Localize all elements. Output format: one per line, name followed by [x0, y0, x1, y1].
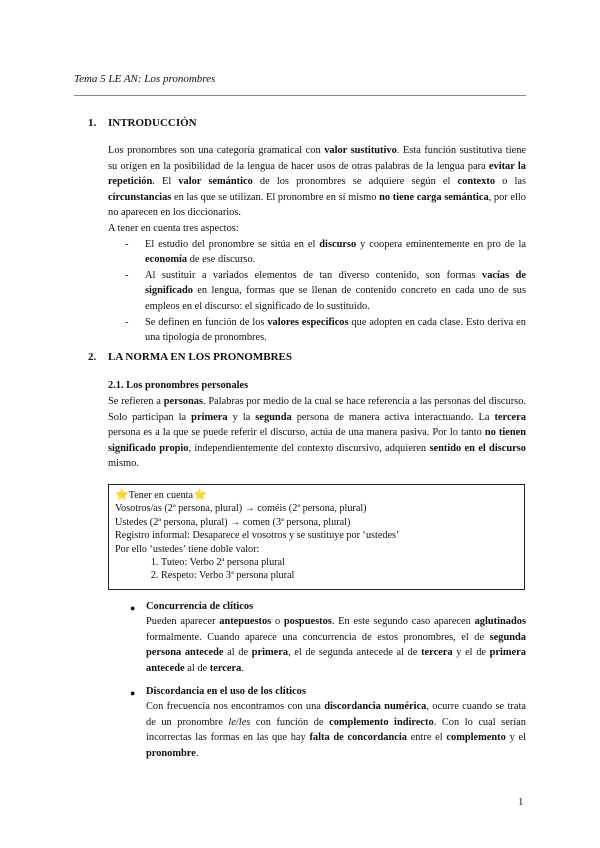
aspect-item [108, 315, 526, 346]
text-run: Al sustituir a variados elementos de tan diverso contenido, son formas [145, 269, 482, 281]
bullet-text [146, 699, 526, 761]
text-run: o las [495, 176, 527, 188]
bold-run: falta de concordancia [309, 732, 407, 744]
text-run: y la [227, 411, 256, 423]
text-run: de los pronombres se adquiere según el [252, 176, 458, 188]
section-2-heading [88, 351, 292, 363]
text-run: en las que se utilizan. El pronombre en sí mismo [171, 191, 380, 203]
text-run: con función de [250, 716, 330, 728]
bold-run: discordancia numérica [324, 701, 427, 712]
text-run: entre el [406, 732, 447, 744]
header-rule [74, 95, 526, 96]
section-1-body [108, 143, 526, 346]
bold-run: valor sustitutivo [324, 145, 397, 156]
bold-run: primera [251, 647, 289, 659]
bold-run: complemento [446, 732, 506, 744]
bold-run: tercera [494, 411, 526, 423]
bold-run: aglutinados [474, 616, 526, 627]
note-line: Por ello ‘ustedes’ tiene doble valor: [115, 543, 260, 555]
dash-mark: - [125, 269, 129, 281]
bold-run: personas [163, 396, 203, 407]
bullet-title: Discordancia en el uso de los clíticos [146, 686, 306, 697]
intro-paragraph [108, 143, 526, 221]
text-run: persona es a la que se puede referir el discurso, actúa de una manera pasiva. Por lo tanto [108, 427, 485, 439]
star-icon: ⭐ [115, 489, 129, 501]
bold-run: no tienen significado propio [108, 427, 526, 454]
note-list [115, 556, 524, 583]
text-run: y coopera eminentemente en pro de la [356, 238, 526, 250]
dash-mark: - [125, 316, 129, 328]
bold-run: primera antecede [146, 647, 526, 674]
text-run: Con frecuencia nos encontramos con una [146, 701, 325, 712]
text-run: en lengua, formas que se llenan de contenido concreto en cada uno de sus empleos en el discurso: el significado de lo sustituido. [145, 285, 526, 312]
bullet-body [146, 699, 526, 761]
text-run: de ese discurso. [187, 254, 256, 266]
text-run: formalmente. Cuando aparece una concurrencia de estos pronombres, el de [146, 631, 490, 643]
text-run: . [241, 662, 244, 674]
text-run: Se definen en función de los [145, 316, 268, 328]
text-run: . En este segundo caso aparecen [331, 616, 475, 627]
bold-run: discurso [319, 238, 357, 250]
text-run: Se refieren a [108, 396, 164, 407]
text-run: o [271, 616, 284, 627]
bold-run: primera [191, 411, 228, 423]
bold-run: circunstancias [108, 191, 172, 203]
text-run: . El [152, 176, 179, 188]
aspect-text [145, 270, 526, 312]
bullet-icon: ● [130, 688, 136, 698]
section-2-body [108, 394, 526, 472]
section-2-title: LA NORMA EN LOS PRONOMBRES [108, 351, 292, 363]
section-1-heading [88, 117, 197, 129]
bold-run: pronombre [146, 747, 196, 759]
italic-run: le/les [228, 716, 251, 728]
text-run: Pueden aparecer [146, 616, 220, 627]
text-run: persona de manera activa interactuando. La [291, 411, 495, 423]
star-icon: ⭐ [193, 489, 207, 501]
bold-run: valores específicos [267, 316, 349, 328]
text-run: que adopten en cada clase. Esto deriva en una tipología de pronombres. [145, 316, 526, 344]
aspect-item [108, 237, 526, 268]
bold-run: no tiene carga semántica [379, 191, 489, 203]
text-run: y el [505, 732, 526, 744]
bold-run: segunda persona antecede [146, 631, 526, 659]
bullet-title: Concurrencia de clíticos [146, 601, 254, 612]
page-header: Tema 5 LE AN: Los pronombres [74, 73, 216, 85]
bold-run: antepuestos [219, 616, 272, 627]
text-run: . Esta función sustitutiva tiene su origen en la posibilidad de la lengua de hacer usos de otras palabras de la lengua para [108, 145, 526, 172]
subsection-title: 2.1. Los pronombres personales [108, 380, 249, 391]
note-list-item: 1. Tuteo: Verbo 2ª persona plural [161, 556, 524, 569]
bold-run: economía [145, 254, 188, 266]
intro-line: A tener en cuenta tres aspectos: [108, 222, 239, 234]
text-run: al de [184, 662, 210, 674]
note-box [108, 484, 525, 590]
aspect-text [145, 239, 526, 266]
aspect-item [108, 268, 526, 315]
text-run: , el de segunda antecede al de [288, 647, 422, 659]
text-run: . [195, 747, 199, 759]
bold-run: contexto [457, 176, 496, 188]
bold-run: tercera [209, 662, 242, 674]
text-run: , independientemente del contexto discursivo, adquieren [188, 442, 430, 454]
note-line: Registro informal: Desaparece el vosotros y se sustituye por ‘ustedes’ [115, 530, 400, 542]
text-run: El estudio del pronombre se sitúa en el [145, 238, 320, 250]
text-run: , por ello no aparecen en los diccionarios. [108, 191, 526, 219]
bold-run: valor semántico [178, 176, 253, 188]
bold-run: complemento indirecto [329, 716, 434, 728]
text-run: . Con lo cual serían incorrectas las formas en las que hay [146, 716, 526, 744]
text-run: mismo. [108, 458, 139, 470]
bullet-icon: ● [130, 603, 136, 613]
text-run: , ocurre cuando se trata de un pronombre [146, 701, 526, 728]
personal-pronouns-paragraph [108, 394, 526, 472]
note-line: Ustedes (2ª persona, plural) → comen (3ª persona, plural) [115, 516, 351, 528]
section-1-number: 1. [88, 117, 97, 129]
note-list-item: 2. Respeto: Verbo 3ª persona plural [161, 569, 524, 582]
note-heading [115, 489, 524, 502]
section-2-number: 2. [88, 351, 97, 363]
bold-run: sentido en el discurso [429, 442, 526, 454]
note-heading-text: Tener en cuenta [128, 490, 194, 501]
dash-mark: - [125, 238, 129, 250]
text-run: al de [223, 647, 252, 659]
bold-run: evitar la repetición [108, 160, 526, 188]
note-line: Vosotros/as (2ª persona, plural) → coméis (2ª persona, plural) [115, 503, 367, 515]
text-run: y el de [452, 647, 490, 659]
text-run: . Palabras por medio de la cual se hace referencia a las personas del discurso. Solo participan la [108, 396, 527, 423]
bold-run: segunda [255, 411, 292, 423]
section-1-title: INTRODUCCIÓN [108, 117, 197, 129]
bullet-text [146, 614, 526, 676]
bold-run: vacías de significado [145, 269, 526, 297]
text-run: Los pronombres son una categoría gramatical con [108, 145, 325, 156]
bold-run: pospuestos [283, 616, 332, 627]
page-number: 1 [518, 796, 524, 808]
bullet-body [146, 614, 526, 676]
aspect-text [145, 317, 526, 344]
bold-run: tercera [421, 647, 453, 659]
aspects-list [108, 237, 526, 346]
